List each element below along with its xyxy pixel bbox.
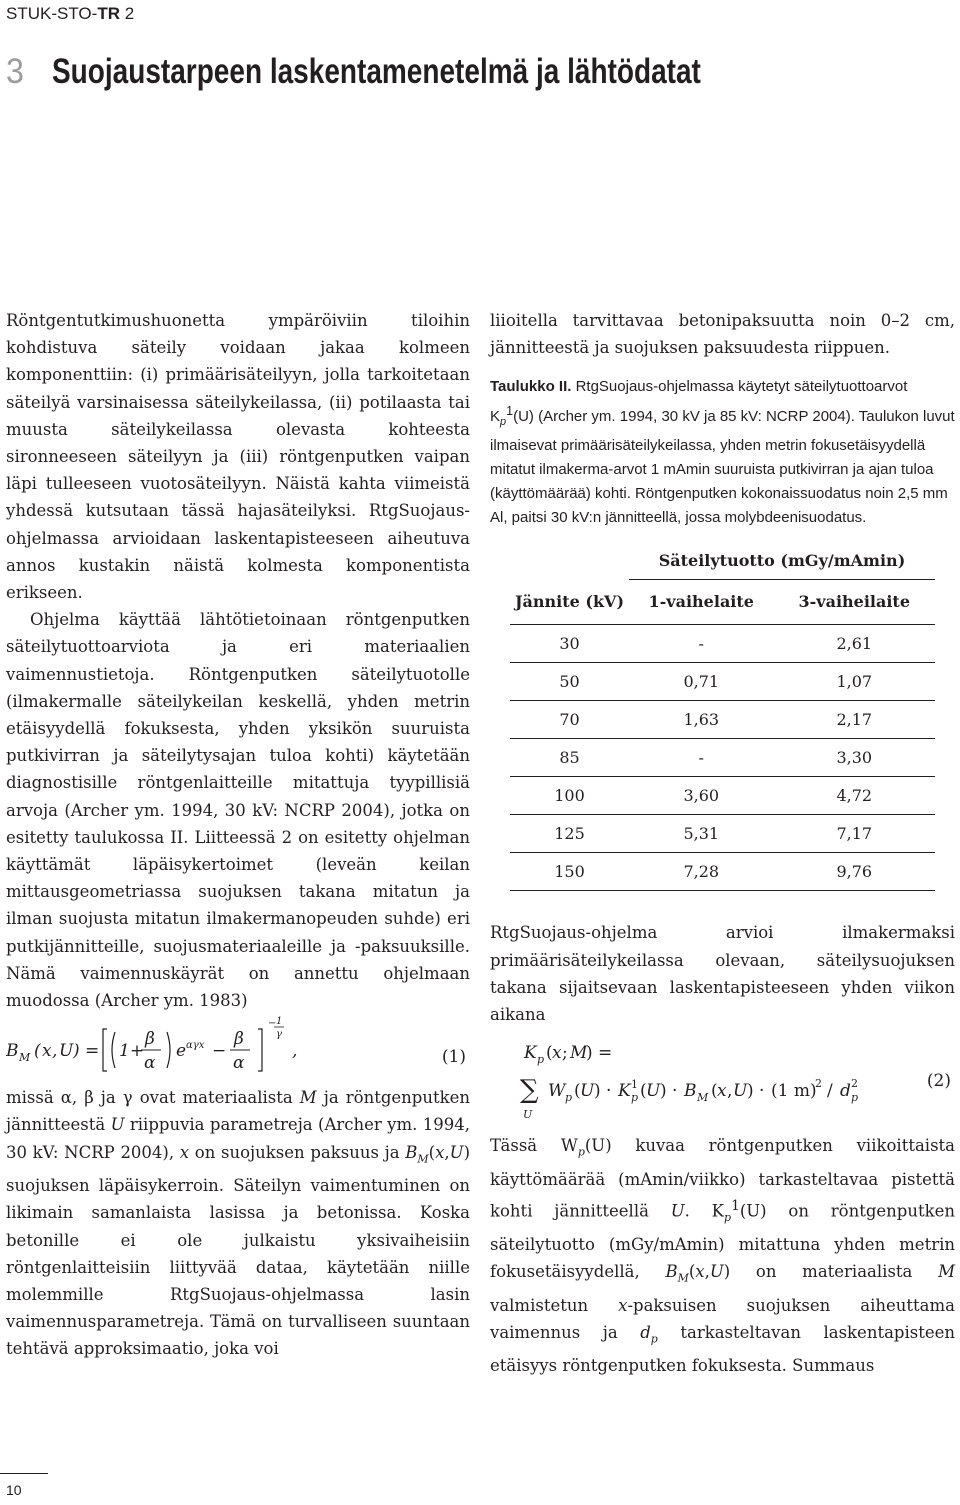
paragraph: Ohjelma käyttää lähtötietoinaan röntgenputken säteilytuottoarviota ja eri materiaalien vaimennustietoja. Röntgenputken säteilytuotolle (ilmakermalle säteilykeilan keskellä, yhden metrin etäisyydellä fokuksesta, yhden yksikön suuruista putkivirran ja säteilytysajan tuloa kohti) käytetään diagnostisille röntgenlaitteille mitattuja tyypillisiä arvoja (Archer ym. 1994, 30 kV: NCRP 2004), jotka on esitetty taulukossa II. Liitteessä 2 on esitetty ohjelman käyttämät läpäisykertoimet (leveän keilan mittausgeometriassa suojuksen takana mitatun ja ilman suojusta mitatun ilmakermanopeuden suhde) eri putkijännitteille, suojusmateriaaleille ja -paksuuksille. Nämä vaimennuskäyrät on annettu ohjelmaan muodossa (Archer ym. 1983) — [6, 610, 470, 1011]
table-cell: 85 — [510, 739, 629, 777]
svg-text:) =: ) = — [73, 1041, 100, 1062]
svg-text:,: , — [727, 1081, 733, 1102]
svg-text:,: , — [52, 1041, 58, 1062]
svg-text:1: 1 — [631, 1078, 638, 1092]
footer-rule — [0, 1473, 48, 1474]
table-cell: 125 — [510, 815, 629, 853]
paragraph: Tässä $W_p(U)$ kuvaa röntgenputken viikoittaista käyttömäärää (mAmin/viikko) tarkasteltavaa pistettä kohti jännitteellä U. $K_p^1(U)$ on röntgenputken säteilytuotto (mGy/mAmin) mitattuna yhden metrin fokusetäisyydellä, $B_M(x,U)$ on materiaalista M valmistetun x-paksuisen suojuksen aiheuttama vaimennus ja $d_p$ tarkasteltavan laskentapisteen etäisyys röntgenputken fokuksesta. Summaus — [490, 1136, 956, 1376]
svg-text:e: e — [176, 1041, 187, 1062]
paragraph: RtgSuojaus-ohjelma arvioi ilmakermaksi primäärisäteilykeilassa olevaan, säteilysuojuksen takana sijaitsevaan laskentapisteeseen yhden viikon aikana — [490, 923, 955, 1025]
svg-text:d: d — [840, 1081, 851, 1102]
svg-text:M: M — [570, 1043, 588, 1064]
svg-text:x: x — [42, 1041, 52, 1062]
svg-text:U: U — [59, 1041, 74, 1062]
table-row — [510, 739, 935, 777]
svg-text:1: 1 — [276, 1016, 283, 1028]
svg-text:;: ; — [562, 1043, 568, 1064]
table-cell: 3,60 — [629, 777, 774, 815]
table-cell: 100 — [510, 777, 629, 815]
table-cell: 0,71 — [629, 663, 774, 701]
table-cell: 4,72 — [774, 777, 936, 815]
table-cell: 70 — [510, 701, 629, 739]
equation-2 — [490, 1028, 955, 1132]
table-row — [510, 663, 935, 701]
svg-text:αγx: αγx — [186, 1040, 205, 1052]
chapter-title: Suojaustarpeen laskentamenetelmä ja lähtödatat — [52, 52, 701, 91]
table-cell: 7,28 — [629, 853, 774, 891]
svg-text:(: ( — [711, 1081, 718, 1102]
table-cell: 5,31 — [629, 815, 774, 853]
table-cell: 3,30 — [774, 739, 936, 777]
svg-text:B: B — [684, 1081, 697, 1102]
right-column — [490, 307, 955, 1380]
svg-text:(1 m): (1 m) — [771, 1081, 817, 1102]
page-number: 10 — [6, 1482, 22, 1498]
svg-text:W: W — [548, 1081, 566, 1102]
equation-2-formula — [490, 1028, 910, 1132]
table-header-single-phase: 1-vaihelaite — [629, 580, 774, 625]
svg-text:U: U — [580, 1081, 595, 1102]
svg-text:p: p — [565, 1091, 573, 1105]
svg-text:U: U — [733, 1081, 748, 1102]
svg-text:(: ( — [546, 1043, 553, 1064]
equation-1 — [6, 1014, 470, 1084]
table-row — [510, 701, 935, 739]
svg-text:B: B — [6, 1041, 19, 1062]
svg-text:(: ( — [640, 1081, 647, 1102]
svg-text:β: β — [234, 1029, 244, 1050]
table-cell: 9,76 — [774, 853, 936, 891]
svg-text:) ·: ) · — [747, 1081, 765, 1102]
equation-1-formula — [6, 1014, 426, 1084]
svg-text:K: K — [524, 1043, 537, 1064]
svg-text:∑: ∑ — [520, 1075, 539, 1106]
svg-text:x: x — [552, 1043, 562, 1064]
svg-text:α: α — [144, 1053, 156, 1074]
svg-text:α: α — [233, 1053, 245, 1074]
svg-text:) ·: ) · — [594, 1081, 612, 1102]
svg-text:p: p — [851, 1091, 859, 1105]
svg-text:U: U — [646, 1081, 661, 1102]
svg-text:,: , — [292, 1041, 298, 1062]
table-cell: 2,61 — [774, 625, 936, 663]
svg-text:−: − — [268, 1018, 277, 1030]
chapter-heading — [6, 52, 956, 92]
table-row — [510, 815, 935, 853]
svg-text:(: ( — [34, 1041, 41, 1062]
table-cell: - — [629, 625, 774, 663]
table-cell: 50 — [510, 663, 629, 701]
svg-text:) ·: ) · — [660, 1081, 678, 1102]
paragraph: liioitella tarvittavaa betonipaksuutta noin 0–2 cm, jännitteestä ja suojuksen paksuudesta riippuen. — [490, 311, 955, 358]
svg-text:p: p — [631, 1091, 639, 1105]
svg-text:−: − — [212, 1041, 227, 1062]
table-row — [510, 853, 935, 891]
table-row — [510, 625, 935, 663]
svg-text:U: U — [523, 1108, 533, 1122]
table-header-three-phase: 3-vaiheilaite — [774, 580, 936, 625]
svg-text:(: ( — [574, 1081, 581, 1102]
chapter-number: 3 — [6, 52, 24, 91]
table-cell: 30 — [510, 625, 629, 663]
svg-text:x: x — [717, 1081, 727, 1102]
table-cell: 2,17 — [774, 701, 936, 739]
svg-text:2: 2 — [851, 1077, 858, 1091]
table-cell: 150 — [510, 853, 629, 891]
svg-text:M: M — [19, 1051, 31, 1065]
table-cell: 1,07 — [774, 663, 936, 701]
svg-text:M: M — [697, 1091, 709, 1105]
svg-text:) =: ) = — [586, 1043, 613, 1064]
svg-text:β: β — [145, 1029, 155, 1050]
table-header-voltage: Jännite (kV) — [510, 580, 629, 625]
equation-number: (2) — [926, 1071, 951, 1092]
table-caption: Taulukko II. RtgSuojaus-ohjelmassa käytetyt säteilytuottoarvot $K_p^1(U)$ (Archer ym. 1994, 30 kV ja 85 kV: NCRP 2004). Taulukon luvut ilmaisevat primäärisäteilykeilassa, yhden metrin fokusetäisyydellä mitatut ilmakerma-arvot 1 mAmin suuruista putkivirran ja ajan tuloa (käyttömäärää) kohti. Röntgenputken kokonaissuodatus noin 2,5 mm Al, paitsi 30 kV:n jännitteellä, jossa molybdeenisuodatus. — [490, 378, 955, 527]
paragraph: missä α, β ja γ ovat materiaalista M ja röntgenputken jännitteestä U riippuvia parametreja (Archer ym. 1994, 30 kV: NCRP 2004), x on suojuksen paksuus ja $B_M(x,U)$ suojuksen läpäisykerroin. Säteilyn vaimentuminen on likimain samanlaista lasissa ja betonissa. Koska betonille ei ole julkaistu yksivaiheisiin röntgenlaitteisiin liittyvää dataa, käytetään niille molemmille RtgSuojaus-ohjelmassa lasin vaimennusparametreja. Tämä on turvalliseen suuntaan tehtävä approksimaatio, joka voi — [6, 1088, 470, 1359]
running-header: STUK-STO-TR 2 — [6, 4, 135, 23]
table-cell: - — [629, 739, 774, 777]
table-cell: 7,17 — [774, 815, 936, 853]
left-column — [6, 307, 470, 1363]
table-cell: 1,63 — [629, 701, 774, 739]
table-row — [510, 777, 935, 815]
table-group-header: Säteilytuotto (mGy/mAmin) — [629, 542, 935, 580]
svg-text:1+: 1+ — [119, 1041, 145, 1062]
svg-text:K: K — [618, 1081, 631, 1102]
equation-number: (1) — [441, 1047, 466, 1068]
svg-text:p: p — [537, 1053, 545, 1067]
paragraph: Röntgentutkimushuonetta ympäröiviin tiloihin kohdistuva säteily voidaan jakaa kolmeen komponenttiin: (i) primäärisäteilyyn, jolla tarkoitetaan säteilyä varsinaisessa säteilykeilassa, (ii) potilaasta tai muusta säteilykeilassa olevasta kohteesta sironneeseen säteilyyn ja (iii) röntgenputken vaipan läpi tulleeseen vuotosäteilyyn. Näistä kahta viimeistä yhdessä kutsutaan tässä hajasäteilyksi. RtgSuojaus-ohjelmassa arvioidaan laskentapisteeseen aiheutuva annos kustakin näistä kolmesta komponentista erikseen. — [6, 311, 470, 603]
svg-text:2: 2 — [815, 1077, 822, 1091]
svg-text:γ: γ — [276, 1029, 282, 1041]
svg-text:/: / — [827, 1081, 833, 1102]
yield-table — [510, 542, 935, 891]
